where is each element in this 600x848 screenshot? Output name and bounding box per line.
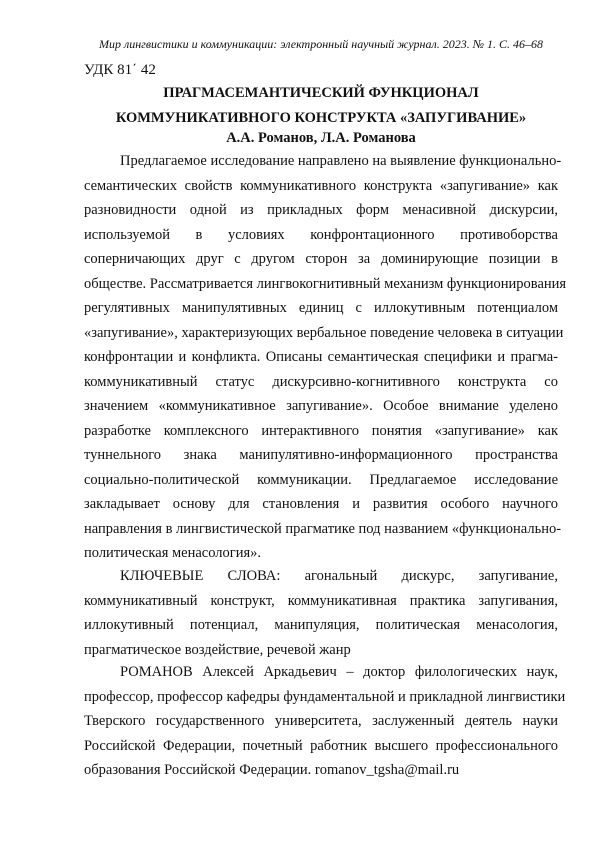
article-authors: А.А. Романов, Л.А. Романова <box>84 128 558 148</box>
article-title-line: КОММУНИКАТИВНОГО КОНСТРУКТА «ЗАПУГИВАНИЕ» <box>84 106 558 131</box>
author-info-line: образования Российской Федерации. romanov_tgsha@mail.ru <box>84 758 558 783</box>
author-info <box>84 660 558 783</box>
abstract-line: обществе. Рассматривается лингвокогнитивный механизм функционирования <box>84 272 558 297</box>
abstract-line: разновидности одной из прикладных форм менасивной дискурсии, <box>84 198 558 223</box>
abstract-line: соперничающих друг с другом сторон за доминирующие позиции в <box>84 247 558 272</box>
udc-code: УДК 81΄ 42 <box>84 61 156 79</box>
abstract-line: Предлагаемое исследование направлено на выявление функционально- <box>84 149 558 174</box>
abstract-line: используемой в условиях конфронтационного противоборства <box>84 223 558 248</box>
keywords-line: коммуникативный конструкт, коммуникативная практика запугивания, <box>84 589 558 614</box>
author-info-line: РОМАНОВ Алексей Аркадьевич – доктор филологических наук, <box>84 660 558 685</box>
abstract-line: значением «коммуникативное запугивание». Особое внимание уделено <box>84 394 558 419</box>
abstract-line: закладывает основу для становления и развития особого научного <box>84 492 558 517</box>
abstract-line: туннельного знака манипулятивно-информационного пространства <box>84 443 558 468</box>
author-info-line: Российской Федерации, почетный работник высшего профессионального <box>84 734 558 759</box>
running-header: Мир лингвистики и коммуникации: электронный научный журнал. 2023. № 1. С. 46–68 <box>84 37 558 51</box>
document-page <box>0 0 600 848</box>
abstract-line: регулятивных манипулятивных единиц с иллокутивным потенциалом <box>84 296 558 321</box>
abstract-line: коммуникативный статус дискурсивно-когнитивного конструкта со <box>84 370 558 395</box>
keywords <box>84 564 558 662</box>
keywords-line: КЛЮЧЕВЫЕ СЛОВА: агональный дискурс, запугивание, <box>84 564 558 589</box>
article-title-line: ПРАГМАСЕМАНТИЧЕСКИЙ ФУНКЦИОНАЛ <box>84 81 558 106</box>
abstract-line: конфронтации и конфликта. Описаны семантическая специфики и прагма- <box>84 345 558 370</box>
abstract-line: «запугивание», характеризующих вербальное поведение человека в ситуации <box>84 321 558 346</box>
abstract-line: разработке комплексного интерактивного понятия «запугивание» как <box>84 419 558 444</box>
abstract-line: политическая менасология». <box>84 541 558 566</box>
abstract <box>84 149 558 566</box>
author-info-line: профессор, профессор кафедры фундаментальной и прикладной лингвистики <box>84 685 558 710</box>
author-info-line: Тверского государственного университета, заслуженный деятель науки <box>84 709 558 734</box>
abstract-line: социально-политической коммуникации. Предлагаемое исследование <box>84 468 558 493</box>
abstract-line: направления в лингвистической прагматике под названием «функционально- <box>84 517 558 542</box>
article-title <box>84 81 558 131</box>
keywords-line: иллокутивный потенциал, манипуляция, политическая менасология, <box>84 613 558 638</box>
abstract-line: семантических свойств коммуникативного конструкта «запугивание» как <box>84 174 558 199</box>
keywords-line: прагматическое воздействие, речевой жанр <box>84 638 558 663</box>
